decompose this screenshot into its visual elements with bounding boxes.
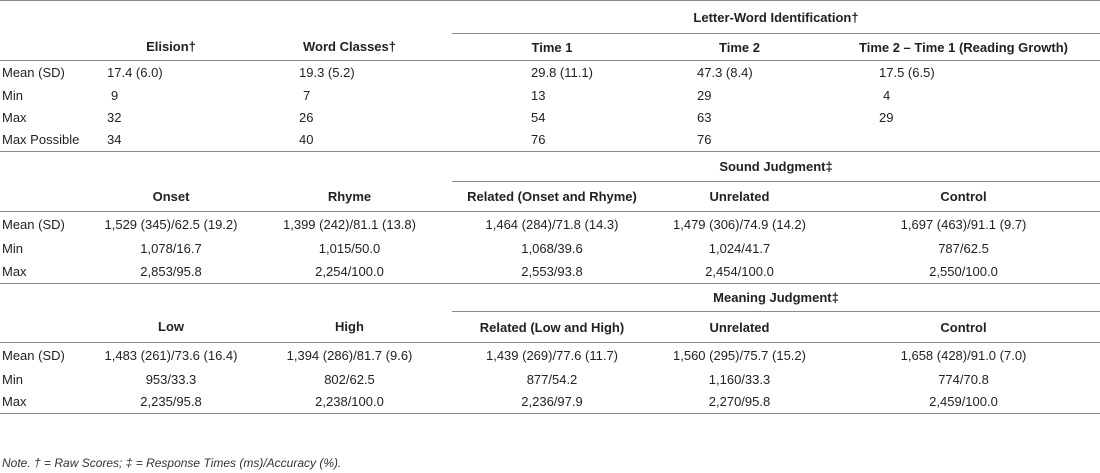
col-header-control: Control (827, 312, 1100, 343)
table-cell: 1,479 (306)/74.9 (14.2) (673, 217, 806, 233)
row-label: Mean (SD) (2, 65, 65, 81)
table-row (0, 212, 1100, 238)
table-cell: 76 (452, 129, 652, 152)
table-cell: 47.3 (8.4) (697, 65, 753, 81)
row-label: Max (0, 260, 95, 284)
table-cell: 1,483 (261)/73.6 (16.4) (104, 348, 238, 364)
table-cell: 802/62.5 (324, 372, 375, 387)
table-cell: 1,560 (295)/75.7 (15.2) (673, 348, 806, 364)
col-header-related-low-high: Related (Low and High) (452, 312, 652, 343)
table-cell: 34 (95, 129, 247, 152)
row-label: Max Possible (0, 129, 95, 152)
table-row (0, 369, 1100, 391)
table-row (0, 129, 1100, 152)
table-cell: 1,658 (428)/91.0 (7.0) (900, 348, 1027, 364)
table-cell: 2,550/100.0 (827, 260, 1100, 284)
table-cell: 17.4 (6.0) (107, 65, 163, 81)
table-cell: 26 (299, 110, 314, 125)
table-cell: 1,399 (242)/81.1 (13.8) (283, 217, 416, 233)
table-cell: 2,553/93.8 (452, 260, 652, 284)
col-header-elision: Elision† (95, 34, 247, 61)
table-cell: 1,024/41.7 (708, 241, 771, 256)
col-header-high: High (247, 312, 452, 343)
table-cell: 40 (247, 129, 452, 152)
table-note: Note. † = Raw Scores; ‡ = Response Times (ms)/Accuracy (%). (2, 456, 342, 470)
table-cell: 2,459/100.0 (827, 391, 1100, 414)
col-header-reading-growth: Time 2 – Time 1 (Reading Growth) (827, 34, 1100, 61)
table-cell: 7 (303, 88, 311, 103)
table-cell: 1,529 (345)/62.5 (19.2) (104, 217, 238, 233)
meaning-judgment-header: Meaning Judgment‡ (452, 284, 1100, 312)
block1-group-header-row (0, 1, 1100, 34)
col-header-related-onset-rhyme: Related (Onset and Rhyme) (452, 182, 652, 212)
col-header-word-classes: Word Classes† (247, 34, 452, 61)
table-row (0, 260, 1100, 284)
col-header-unrelated: Unrelated (652, 312, 827, 343)
block2-column-header-row (0, 182, 1100, 212)
table-cell: 2,454/100.0 (652, 260, 827, 284)
table-cell: 1,160/33.3 (708, 372, 771, 387)
table-cell: 1,464 (284)/71.8 (14.3) (485, 217, 619, 233)
row-label: Min (2, 241, 23, 256)
table-cell (827, 129, 1100, 152)
letter-word-identification-header: Letter-Word Identification† (452, 1, 1100, 34)
table-row (0, 238, 1100, 260)
block3-group-header-row (0, 284, 1100, 312)
table-cell: 63 (697, 110, 712, 125)
table-cell: 1,439 (269)/77.6 (11.7) (485, 348, 618, 364)
table-cell: 1,697 (463)/91.1 (9.7) (900, 217, 1027, 233)
table-cell: 29 (697, 88, 712, 103)
col-header-control: Control (827, 182, 1100, 212)
table-row (0, 391, 1100, 414)
table-row (0, 85, 1100, 107)
table-cell: 29.8 (11.1) (531, 65, 593, 81)
table-cell: 29 (879, 110, 894, 125)
table-cell: 32 (107, 110, 122, 125)
table-cell: 2,853/95.8 (95, 260, 247, 284)
table-cell: 13 (531, 88, 546, 103)
table-cell: 4 (883, 88, 891, 103)
row-label: Max (0, 391, 95, 414)
table-cell: 953/33.3 (145, 372, 197, 387)
sound-judgment-header: Sound Judgment‡ (452, 152, 1100, 182)
col-header-unrelated: Unrelated (652, 182, 827, 212)
col-header-time-1: Time 1 (452, 34, 652, 61)
table-cell: 17.5 (6.5) (879, 65, 935, 81)
row-label: Max (2, 110, 27, 125)
row-label: Min (2, 372, 23, 387)
row-label: Min (2, 88, 23, 103)
table-cell: 9 (111, 88, 119, 103)
table-cell: 774/70.8 (938, 372, 989, 387)
table-cell: 787/62.5 (938, 241, 989, 256)
block2-group-header-row (0, 152, 1100, 182)
table-cell: 1,015/50.0 (318, 241, 381, 256)
col-header-time-2: Time 2 (652, 34, 827, 61)
table-cell: 76 (652, 129, 827, 152)
table-cell: 2,236/97.9 (452, 391, 652, 414)
table-cell: 2,270/95.8 (652, 391, 827, 414)
row-label: Mean (SD) (2, 348, 65, 364)
row-label: Mean (SD) (2, 217, 65, 233)
table-cell: 2,235/95.8 (95, 391, 247, 414)
table-cell: 1,078/16.7 (140, 241, 202, 256)
table-cell: 1,068/39.6 (521, 241, 583, 256)
table-cell: 54 (531, 110, 546, 125)
block1-column-header-row (0, 34, 1100, 61)
col-header-rhyme: Rhyme (247, 182, 452, 212)
table-cell: 1,394 (286)/81.7 (9.6) (286, 348, 413, 364)
block3-column-header-row (0, 312, 1100, 343)
table-row (0, 107, 1100, 129)
table-row (0, 61, 1100, 85)
table-cell: 2,238/100.0 (247, 391, 452, 414)
table-cell: 19.3 (5.2) (299, 65, 355, 81)
table-cell: 2,254/100.0 (247, 260, 452, 284)
table-row (0, 343, 1100, 369)
col-header-low: Low (95, 312, 247, 343)
table-cell: 877/54.2 (526, 372, 578, 387)
col-header-onset: Onset (95, 182, 247, 212)
